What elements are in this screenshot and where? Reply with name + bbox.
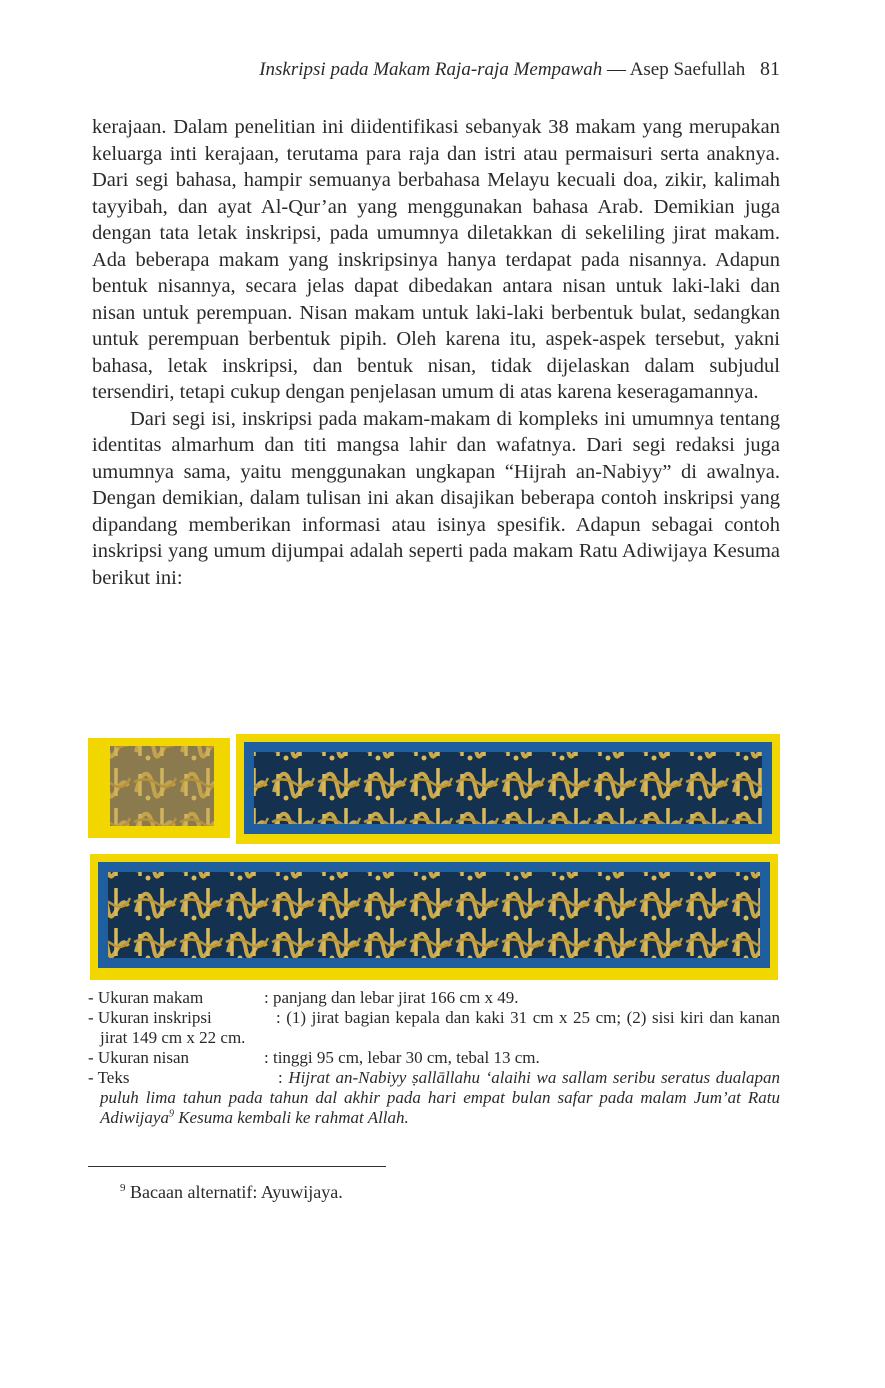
detail-value (88, 1068, 780, 1128)
detail-row-makam (88, 988, 780, 1008)
paragraph-1: kerajaan. Dalam penelitian ini diidentifikasi sebanyak 38 makam yang merupakan keluarga inti kerajaan, terutama para raja dan istri atau permaisuri serta anaknya. Dari segi bahasa, hampir semuanya berbahasa Melayu kecuali doa, zikir, kalimah tayyibah, dan ayat Al-Qur’an yang menggunakan bahasa Arab. Demikian juga dengan tata letak inskripsi, pada umumnya diletakkan di sekeliling jirat makam. Ada beberapa makam yang inskripsinya hanya terdapat pada nisannya. Adapun bentuk nisannya, secara jelas dapat dibedakan antara nisan untuk laki-laki dan nisan untuk perempuan. Nisan makam untuk laki-laki berbentuk bulat, sedangkan untuk perempuan berbentuk pipih. Oleh karena itu, aspek-aspek tersebut, yakni bahasa, letak inskripsi, dan bentuk nisan, tidak dijelaskan dalam subjudul tersendiri, tetapi cukup dengan penjelasan umum di atas karena keseragamannya. (92, 116, 780, 403)
footnote-ref[interactable]: 9 (168, 1108, 174, 1120)
inscription-photo-svg (86, 722, 780, 982)
detail-row-teks (88, 1068, 780, 1128)
header-author: Asep Saefullah (629, 59, 746, 80)
detail-label: - Ukuran makam (88, 988, 204, 1007)
paragraph-2: Dari segi isi, inskripsi pada makam-makam di kompleks ini umumnya tentang identitas almarhum dan titi mangsa lahir dan wafatnya. Dari segi redaksi juga umumnya sama, yaitu menggunakan ungkapan “Hijrah an-Nabiyy” di awalnya. Dengan demikian, dalam tulisan ini akan disajikan beberapa contoh inskripsi yang dipandang memberikan informasi atau isinya spesifik. Adapun sebagai contoh inskripsi yang umum dijumpai adalah seperti pada makam Ratu Adiwijaya Kesuma berikut ini: (92, 407, 780, 589)
detail-value: : (1) jirat bagian kepala dan kaki 31 cm x 25 cm; (2) sisi kiri dan kanan jirat 149 cm x 22 cm. (100, 1008, 780, 1047)
footnote-mark: 9 (120, 1182, 126, 1194)
footnote-divider (88, 1166, 386, 1167)
footnote-text: Bacaan alternatif: Ayuwijaya. (125, 1182, 343, 1202)
body-text (92, 114, 780, 591)
detail-label: - Ukuran inskripsi (88, 1008, 212, 1027)
detail-label: - Teks (88, 1068, 130, 1087)
detail-value: : tinggi 95 cm, lebar 30 cm, tebal 13 cm. (264, 1048, 540, 1067)
running-title: Inskripsi pada Makam Raja-raja Mempawah (259, 59, 603, 80)
footnote (120, 1182, 343, 1203)
teks-after-note: Kesuma kembali ke rahmat Allah. (173, 1108, 409, 1127)
detail-label: - Ukuran nisan (88, 1048, 190, 1067)
detail-value: : panjang dan lebar jirat 166 cm x 49. (264, 988, 519, 1007)
detail-row-inskripsi (88, 1008, 780, 1048)
page-number: 81 (760, 58, 780, 80)
teks-before-note: Hijrat an-Nabiyy ṣallāllahu ‘alaihi wa sallam seribu seratus dualapan puluh lima tahun pada tahun dal akhir pada hari empat bulan safar pada malam Jum’at Ratu Adiwijaya (100, 1068, 780, 1127)
inscription-details (88, 988, 780, 1128)
detail-row-nisan (88, 1048, 780, 1068)
running-header (200, 58, 780, 81)
inscription-photo (86, 722, 780, 982)
teks-colon: : (278, 1068, 289, 1087)
header-separator: — (606, 59, 626, 80)
